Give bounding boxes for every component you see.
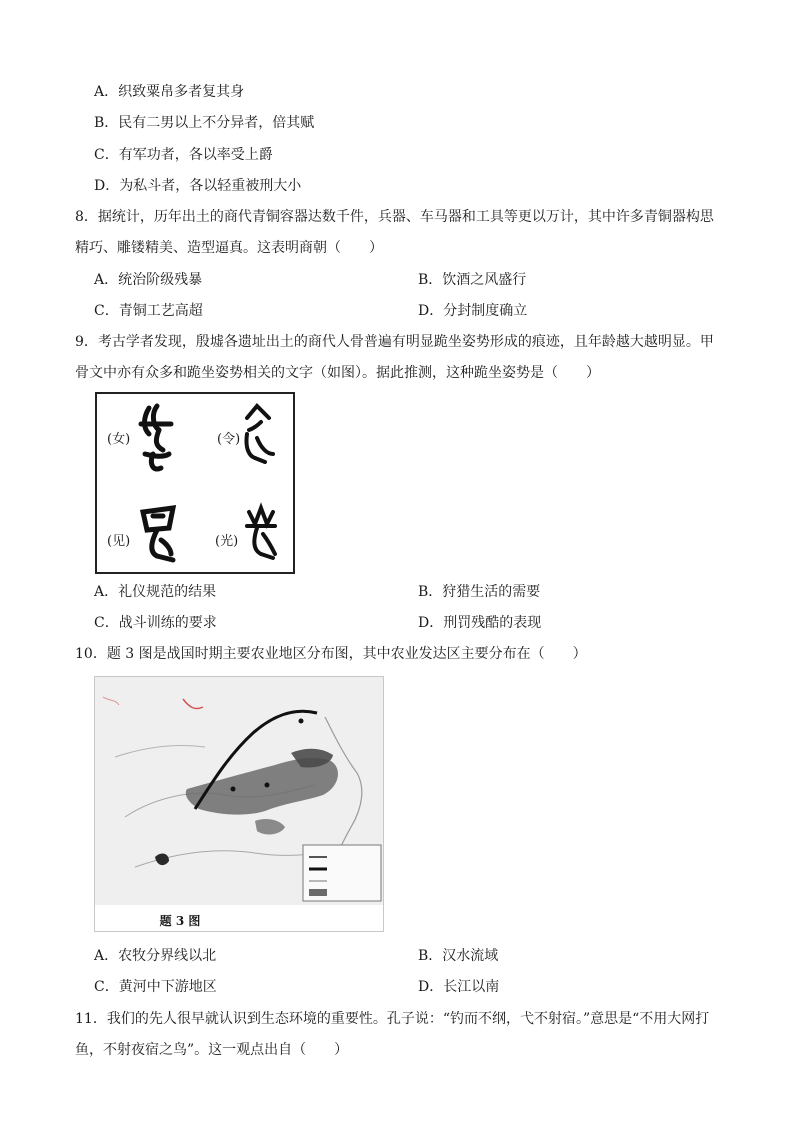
map-caption: 题 3 图 — [159, 914, 201, 928]
q8-stem-line1: 8．据统计，历年出土的商代青铜容器达数千件，兵器、车马器和工具等更以万计，其中许多青铜器构思 — [75, 209, 714, 225]
q10-option-c: C．黄河中下游地区 — [94, 979, 217, 995]
q9-stem-line2: 骨文中亦有众多和跪坐姿势相关的文字（如图）。据此推测，这种跪坐姿势是（ ） — [75, 365, 600, 381]
q9-option-a: A．礼仪规范的结果 — [94, 584, 217, 600]
map-graphic — [95, 677, 383, 931]
q8-option-c: C．青铜工艺高超 — [94, 303, 203, 319]
oracle-glyph-guang — [247, 508, 275, 558]
q11-stem-line1: 11．我们的先人很早就认识到生态环境的重要性。孔子说：“钓而不纲，弋不射宿。”意思是“不用大网打 — [75, 1011, 710, 1027]
q10-stem: 10．题 3 图是战国时期主要农业地区分布图，其中农业发达区主要分布在（ ） — [75, 646, 587, 662]
glyph-label-nv: (女) — [107, 432, 131, 447]
q7-option-c: C．有军功者，各以率受上爵 — [94, 147, 273, 163]
glyph-label-jian: (见) — [107, 534, 131, 549]
q7-option-b: B．民有二男以上不分异者，倍其赋 — [94, 115, 315, 131]
oracle-glyph-jian — [143, 508, 173, 560]
oracle-glyphs — [97, 394, 293, 572]
q8-stem-line2: 精巧、雕镂精美、造型逼真。这表明商朝（ ） — [75, 240, 383, 256]
q10-option-d: D．长江以南 — [418, 979, 500, 995]
q9-stem-line1: 9．考古学者发现，殷墟各遗址出土的商代人骨普遍有明显跪坐姿势形成的痕迹，且年龄越大越明显。甲 — [75, 334, 714, 350]
q10-option-b: B．汉水流域 — [418, 948, 499, 964]
q10-option-a: A．农牧分界线以北 — [94, 948, 217, 964]
q8-option-b: B．饮酒之风盛行 — [418, 272, 527, 288]
glyph-label-ling: (令) — [217, 432, 241, 447]
oracle-glyph-ling — [246, 406, 273, 462]
q7-option-a: A．织致粟帛多者复其身 — [94, 84, 245, 100]
q9-option-c: C．战斗训练的要求 — [94, 615, 217, 631]
warring-states-agriculture-map — [94, 676, 384, 932]
q11-stem-line2: 鱼，不射夜宿之鸟”。这一观点出自（ ） — [75, 1042, 349, 1058]
q9-option-b: B．狩猎生活的需要 — [418, 584, 541, 600]
glyph-label-guang: (光) — [215, 534, 239, 549]
q8-option-a: A．统治阶级残暴 — [94, 272, 203, 288]
oracle-glyph-nv — [141, 406, 171, 469]
q8-option-d: D．分封制度确立 — [418, 303, 528, 319]
oracle-bone-figure — [95, 392, 295, 574]
q7-option-d: D．为私斗者，各以轻重被刑大小 — [94, 178, 302, 194]
q9-option-d: D．刑罚残酷的表现 — [418, 615, 542, 631]
